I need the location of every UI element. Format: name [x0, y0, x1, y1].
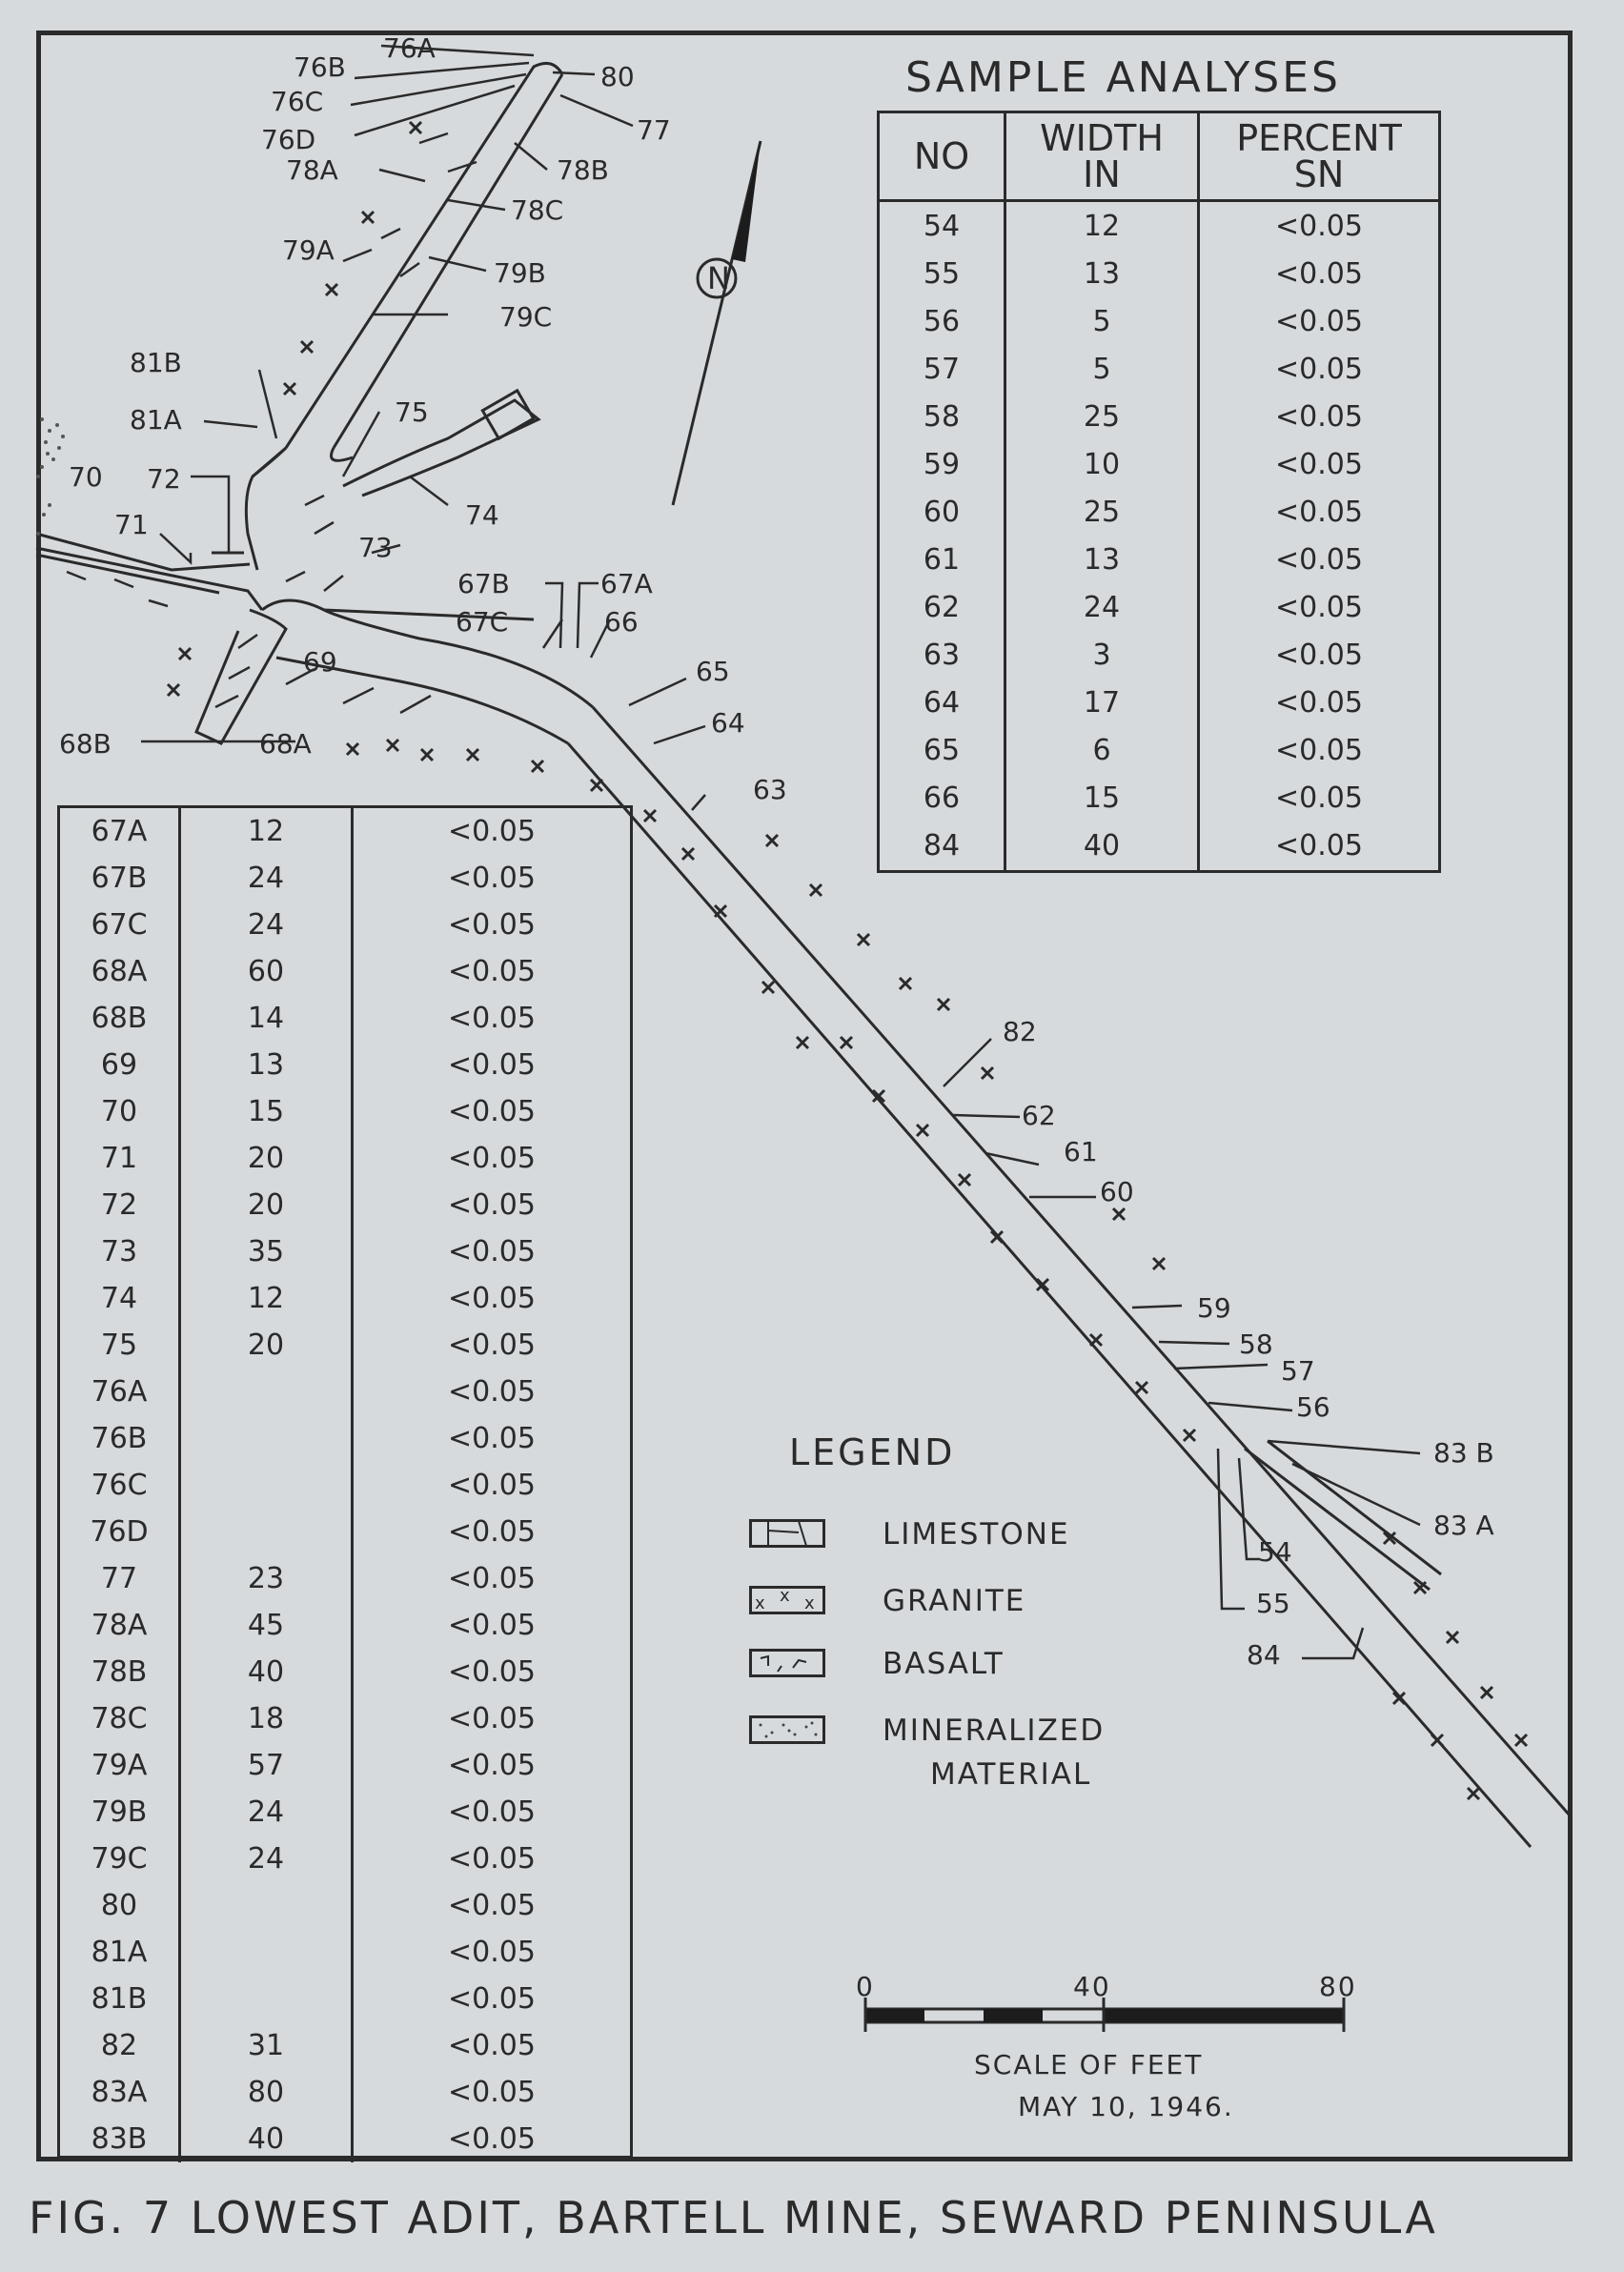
- sample-cell-no: 61: [880, 537, 1005, 584]
- sample-cell-no: 62: [880, 584, 1005, 632]
- lower-cell-no: 76C: [60, 1462, 180, 1509]
- lower-cell-width: 24: [180, 1836, 353, 1882]
- sample-cell-no: 57: [880, 345, 1005, 393]
- sample-cell-no: 65: [880, 727, 1005, 775]
- sample-cell-percent: <0.05: [1275, 781, 1363, 816]
- sample-row: [880, 345, 1438, 393]
- header-percent: PERCENT SN: [1199, 113, 1439, 201]
- lower-row: [60, 1135, 630, 1182]
- legend-title: LEGEND: [789, 1431, 956, 1473]
- lower-row: [60, 2022, 630, 2069]
- lower-cell-width: 57: [180, 1742, 353, 1789]
- sample-row: [880, 201, 1438, 251]
- sample-cell-no: 84: [880, 822, 1005, 870]
- scale-tick-80: 80: [1319, 1971, 1357, 2002]
- lower-cell-width: 15: [180, 1088, 353, 1135]
- lower-row: [60, 1322, 630, 1369]
- sample-cell-width: 24: [1005, 584, 1199, 632]
- lower-cell-no: 69: [60, 1042, 180, 1088]
- header-width: WIDTH IN: [1005, 113, 1199, 201]
- sample-cell-no: 60: [880, 488, 1005, 536]
- figure-caption: FIG. 7 LOWEST ADIT, BARTELL MINE, SEWARD PENINSULA: [29, 2192, 1438, 2243]
- sample-cell-width: 6: [1005, 727, 1199, 775]
- basalt-swatch: [749, 1649, 825, 1677]
- sample-label: 64: [711, 707, 745, 739]
- lower-cell-percent: <0.05: [448, 1562, 536, 1595]
- sample-cell-width: 10: [1005, 440, 1199, 488]
- lower-row: [60, 1789, 630, 1836]
- sample-label: 76A: [383, 32, 436, 64]
- sample-label: 83 A: [1433, 1510, 1494, 1541]
- sample-label: 79C: [499, 301, 553, 333]
- sample-label: 78C: [511, 194, 564, 226]
- scale-bar: [865, 1998, 1344, 2032]
- lower-row: [60, 1695, 630, 1742]
- lower-cell-no: 79B: [60, 1789, 180, 1836]
- lower-row: [60, 2069, 630, 2116]
- lower-cell-width: [180, 1369, 353, 1415]
- lower-cell-no: 83B: [60, 2116, 180, 2162]
- sample-cell-percent: <0.05: [1275, 352, 1363, 386]
- sample-label: 84: [1247, 1639, 1281, 1671]
- lower-cell-no: 76D: [60, 1509, 180, 1555]
- mineralized-swatch: [749, 1715, 825, 1744]
- scale-tick-0: 0: [856, 1971, 875, 2002]
- lower-cell-percent: <0.05: [448, 815, 536, 848]
- lower-cell-width: 23: [180, 1555, 353, 1602]
- lower-row: [60, 1602, 630, 1649]
- sample-row: [880, 440, 1438, 488]
- sample-cell-width: 12: [1005, 201, 1199, 251]
- sample-label: 58: [1239, 1329, 1273, 1360]
- sample-label: 80: [600, 61, 635, 92]
- sample-cell-percent: <0.05: [1275, 495, 1363, 529]
- lower-row: [60, 2116, 630, 2162]
- lower-cell-percent: <0.05: [448, 1282, 536, 1315]
- lower-row: [60, 1275, 630, 1322]
- sample-cell-percent: <0.05: [1275, 256, 1363, 291]
- sample-cell-percent: <0.05: [1275, 447, 1363, 481]
- sample-label: 78B: [557, 154, 609, 186]
- sample-cell-width: 25: [1005, 393, 1199, 440]
- lower-cell-width: 18: [180, 1695, 353, 1742]
- sample-row: [880, 537, 1438, 584]
- sample-cell-no: 64: [880, 680, 1005, 727]
- lower-cell-no: 80: [60, 1882, 180, 1929]
- sample-cell-no: 66: [880, 775, 1005, 822]
- lower-cell-width: [180, 1415, 353, 1462]
- limestone-swatch: [749, 1519, 825, 1548]
- lower-cell-width: 40: [180, 2116, 353, 2162]
- sample-cell-percent: <0.05: [1275, 829, 1363, 863]
- lower-cell-percent: <0.05: [448, 2122, 536, 2156]
- lower-row: [60, 1649, 630, 1695]
- lower-cell-width: [180, 1509, 353, 1555]
- header-no: NO: [880, 113, 1005, 201]
- sample-label: 70: [69, 461, 103, 493]
- sample-label: 79A: [282, 234, 335, 266]
- lower-cell-no: 79C: [60, 1836, 180, 1882]
- lower-cell-no: 67C: [60, 902, 180, 948]
- lower-cell-no: 75: [60, 1322, 180, 1369]
- sample-cell-no: 63: [880, 632, 1005, 680]
- sample-row: [880, 297, 1438, 345]
- sample-cell-no: 58: [880, 393, 1005, 440]
- scale-tick-40: 40: [1073, 1971, 1111, 2002]
- lower-cell-width: [180, 1882, 353, 1929]
- granite-swatch: [749, 1586, 825, 1614]
- lower-cell-width: 60: [180, 948, 353, 995]
- mineralized-patch: [36, 417, 65, 536]
- lower-row: [60, 948, 630, 995]
- lower-row: [60, 902, 630, 948]
- lower-cell-no: 73: [60, 1228, 180, 1275]
- lower-cell-width: 13: [180, 1042, 353, 1088]
- legend-granite-label: GRANITE: [883, 1584, 1026, 1618]
- lower-cell-no: 76A: [60, 1369, 180, 1415]
- sample-cell-width: 5: [1005, 345, 1199, 393]
- lower-cell-no: 78C: [60, 1695, 180, 1742]
- lower-cell-percent: <0.05: [448, 1095, 536, 1128]
- lower-cell-percent: <0.05: [448, 955, 536, 988]
- sample-row: [880, 488, 1438, 536]
- sample-label: 79B: [494, 257, 546, 289]
- lower-row: [60, 1976, 630, 2022]
- lower-cell-percent: <0.05: [448, 1655, 536, 1689]
- svg-text:x: x: [780, 1586, 792, 1606]
- sample-label: 56: [1296, 1391, 1330, 1423]
- lower-cell-width: 35: [180, 1228, 353, 1275]
- lower-cell-no: 67A: [60, 808, 180, 855]
- lower-cell-width: 40: [180, 1649, 353, 1695]
- north-letter: N: [707, 260, 730, 296]
- sample-cell-percent: <0.05: [1275, 686, 1363, 720]
- lower-cell-width: 45: [180, 1602, 353, 1649]
- lower-row: [60, 1509, 630, 1555]
- sample-label: 68A: [259, 728, 312, 760]
- sample-label: 67C: [456, 606, 509, 638]
- sample-row: [880, 680, 1438, 727]
- sample-label: 55: [1256, 1588, 1290, 1619]
- lower-cell-width: 80: [180, 2069, 353, 2116]
- lower-row: [60, 808, 630, 855]
- sample-label: 75: [395, 396, 429, 428]
- legend-basalt-label: BASALT: [883, 1647, 1005, 1681]
- sample-row: [880, 250, 1438, 297]
- lower-cell-no: 72: [60, 1182, 180, 1228]
- lower-cell-percent: <0.05: [448, 1002, 536, 1035]
- lower-cell-no: 81A: [60, 1929, 180, 1976]
- sample-row: [880, 584, 1438, 632]
- lower-cell-no: 81B: [60, 1976, 180, 2022]
- sample-row: [880, 822, 1438, 870]
- sample-label: 59: [1197, 1292, 1231, 1324]
- sample-label: 76D: [261, 124, 316, 155]
- lower-cell-no: 70: [60, 1088, 180, 1135]
- legend-mineralized-label2: MATERIAL: [930, 1757, 1092, 1792]
- lower-cell-width: 12: [180, 1275, 353, 1322]
- lower-cell-width: 24: [180, 902, 353, 948]
- lower-row: [60, 855, 630, 902]
- sample-cell-width: 17: [1005, 680, 1199, 727]
- sample-row: [880, 775, 1438, 822]
- lower-cell-percent: <0.05: [448, 1982, 536, 2016]
- lower-cell-percent: <0.05: [448, 1936, 536, 1969]
- lower-cell-percent: <0.05: [448, 1842, 536, 1876]
- sample-label: 69: [303, 646, 337, 678]
- lower-cell-percent: <0.05: [448, 1702, 536, 1735]
- lower-cell-no: 76B: [60, 1415, 180, 1462]
- sample-label: 82: [1003, 1016, 1037, 1047]
- lower-cell-width: 14: [180, 995, 353, 1042]
- lower-cell-percent: <0.05: [448, 908, 536, 942]
- legend-limestone-label: LIMESTONE: [883, 1517, 1070, 1552]
- lower-cell-width: 24: [180, 855, 353, 902]
- sample-cell-percent: <0.05: [1275, 734, 1363, 768]
- lower-cell-percent: <0.05: [448, 2076, 536, 2109]
- lower-row: [60, 1415, 630, 1462]
- lower-cell-no: 79A: [60, 1742, 180, 1789]
- lower-row: [60, 1042, 630, 1088]
- sample-cell-percent: <0.05: [1275, 304, 1363, 338]
- lower-cell-percent: <0.05: [448, 1375, 536, 1409]
- sample-cell-width: 25: [1005, 488, 1199, 536]
- lower-row: [60, 995, 630, 1042]
- lower-cell-percent: <0.05: [448, 1749, 536, 1782]
- lower-cell-width: [180, 1462, 353, 1509]
- sample-label: 76C: [271, 86, 324, 117]
- lower-cell-width: 31: [180, 2022, 353, 2069]
- lower-cell-no: 71: [60, 1135, 180, 1182]
- sample-label: 57: [1281, 1355, 1315, 1387]
- lower-cell-percent: <0.05: [448, 1422, 536, 1455]
- lower-cell-width: 12: [180, 808, 353, 855]
- lower-row: [60, 1742, 630, 1789]
- scale-label: SCALE OF FEET: [974, 2049, 1204, 2080]
- sample-label: 60: [1100, 1176, 1134, 1207]
- lower-row: [60, 1882, 630, 1929]
- sample-cell-no: 54: [880, 201, 1005, 251]
- lower-row: [60, 1929, 630, 1976]
- sample-cell-no: 56: [880, 297, 1005, 345]
- lower-cell-no: 77: [60, 1555, 180, 1602]
- svg-text:x: x: [755, 1593, 767, 1613]
- lower-cell-width: 20: [180, 1322, 353, 1369]
- sample-label: 77: [637, 114, 671, 146]
- sample-label: 65: [696, 656, 730, 687]
- sample-cell-no: 55: [880, 250, 1005, 297]
- sample-cell-percent: <0.05: [1275, 591, 1363, 625]
- sample-analyses-title: SAMPLE ANALYSES: [905, 53, 1341, 102]
- lower-cell-percent: <0.05: [448, 1515, 536, 1549]
- lower-cell-no: 68A: [60, 948, 180, 995]
- sample-label: 73: [358, 532, 393, 563]
- sample-label: 71: [114, 509, 149, 540]
- sample-cell-width: 3: [1005, 632, 1199, 680]
- lower-cell-no: 67B: [60, 855, 180, 902]
- legend-mineralized-label: MINERALIZED: [883, 1714, 1106, 1748]
- lower-cell-percent: <0.05: [448, 1048, 536, 1082]
- lower-row: [60, 1369, 630, 1415]
- sample-label: 67B: [457, 568, 510, 599]
- lower-row: [60, 1462, 630, 1509]
- lower-row: [60, 1836, 630, 1882]
- lower-cell-no: 74: [60, 1275, 180, 1322]
- sample-cell-width: 40: [1005, 822, 1199, 870]
- lower-cell-width: [180, 1929, 353, 1976]
- north-arrow: [673, 141, 761, 505]
- lower-row: [60, 1555, 630, 1602]
- sample-label: 63: [753, 774, 787, 805]
- sample-row: [880, 393, 1438, 440]
- lower-samples-table: [57, 805, 633, 2159]
- sample-label: 81B: [130, 347, 182, 378]
- sample-cell-width: 13: [1005, 250, 1199, 297]
- sample-label: 83 B: [1433, 1437, 1494, 1469]
- lower-cell-percent: <0.05: [448, 1329, 536, 1362]
- sample-label: 76B: [294, 51, 346, 83]
- sample-analyses-table: [877, 111, 1441, 873]
- lower-cell-percent: <0.05: [448, 1235, 536, 1268]
- lower-cell-percent: <0.05: [448, 1469, 536, 1502]
- sample-label: 81A: [130, 404, 182, 436]
- sample-label: 54: [1258, 1536, 1292, 1568]
- sample-row: [880, 632, 1438, 680]
- sample-label: 68B: [59, 728, 112, 760]
- lower-cell-width: 20: [180, 1135, 353, 1182]
- scale-date: MAY 10, 1946.: [1018, 2091, 1234, 2122]
- lower-cell-no: 83A: [60, 2069, 180, 2116]
- lower-row: [60, 1182, 630, 1228]
- sample-cell-width: 5: [1005, 297, 1199, 345]
- sample-cell-width: 13: [1005, 537, 1199, 584]
- sample-label: 78A: [286, 154, 338, 186]
- lower-cell-percent: <0.05: [448, 862, 536, 895]
- lower-cell-no: 82: [60, 2022, 180, 2069]
- sample-label: 66: [604, 606, 639, 638]
- lower-cell-no: 78B: [60, 1649, 180, 1695]
- sample-cell-width: 15: [1005, 775, 1199, 822]
- lower-cell-no: 78A: [60, 1602, 180, 1649]
- lower-cell-percent: <0.05: [448, 1795, 536, 1829]
- sample-row: [880, 727, 1438, 775]
- lower-cell-width: [180, 1976, 353, 2022]
- sample-label: 61: [1064, 1136, 1098, 1167]
- lower-row: [60, 1088, 630, 1135]
- lower-cell-percent: <0.05: [448, 1188, 536, 1222]
- lower-cell-percent: <0.05: [448, 1609, 536, 1642]
- lower-cell-percent: <0.05: [448, 2029, 536, 2062]
- lower-cell-percent: <0.05: [448, 1142, 536, 1175]
- sample-label: 67A: [600, 568, 653, 599]
- sample-cell-percent: <0.05: [1275, 543, 1363, 578]
- sample-label: 72: [147, 463, 181, 495]
- lower-cell-width: 24: [180, 1789, 353, 1836]
- sample-label: 74: [465, 499, 499, 531]
- svg-text:x: x: [804, 1593, 817, 1613]
- lower-cell-percent: <0.05: [448, 1889, 536, 1922]
- lower-row: [60, 1228, 630, 1275]
- sample-cell-percent: <0.05: [1275, 639, 1363, 673]
- sample-cell-percent: <0.05: [1275, 399, 1363, 434]
- sample-cell-percent: <0.05: [1275, 209, 1363, 243]
- lower-cell-no: 68B: [60, 995, 180, 1042]
- sample-cell-no: 59: [880, 440, 1005, 488]
- lower-cell-width: 20: [180, 1182, 353, 1228]
- sample-label: 62: [1022, 1100, 1056, 1131]
